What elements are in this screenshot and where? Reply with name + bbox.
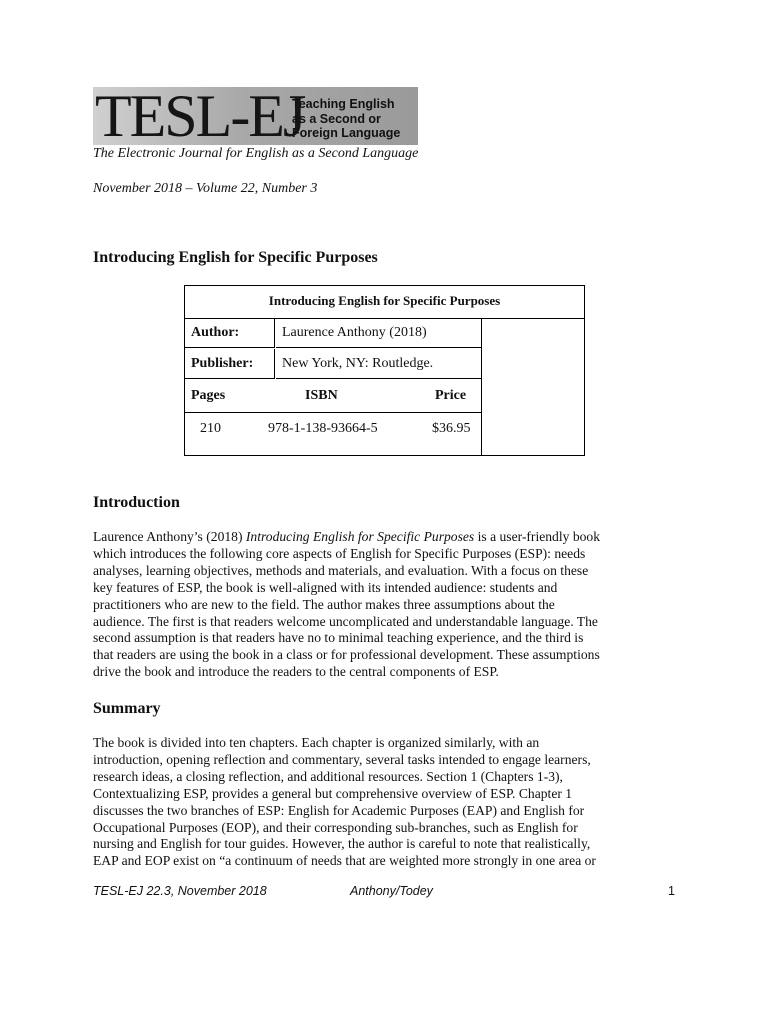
issue-info: November 2018 – Volume 22, Number 3 xyxy=(93,181,318,196)
author-value: Laurence Anthony (2018) xyxy=(276,318,481,348)
paragraph-line: nursing and English for tour guides. However, the author is careful to note that realistically, xyxy=(93,836,591,852)
text-run: is a user-friendly book xyxy=(474,529,601,544)
book-cover-cell xyxy=(481,318,585,456)
logo-tagline-line: Teaching English xyxy=(292,97,395,111)
author-label: Author: xyxy=(185,318,275,348)
logo-wordmark: TESL-EJ xyxy=(95,87,305,145)
logo-tagline-line: as a Second or xyxy=(292,111,381,126)
pages-header: Pages xyxy=(191,388,226,403)
paragraph-line: key features of ESP, the book is well-aligned with its intended audience: students and xyxy=(93,579,558,595)
paragraph-line xyxy=(93,529,681,546)
paragraph-line: analyses, learning objectives, methods and materials, and evaluation. With a focus on these xyxy=(93,562,589,578)
paragraph-line: research ideas, a closing reflection, and additional resources. Section 1 (Chapters 1-3), xyxy=(93,768,563,784)
pages-value: 210 xyxy=(200,421,221,436)
paragraph-line: second assumption is that readers have no to minimal teaching experience, and the third is xyxy=(93,630,584,646)
footer-citation: TESL-EJ 22.3, November 2018 xyxy=(93,884,267,898)
paragraph-line: introduction, opening reflection and commentary, several tasks intended to engage learners, xyxy=(93,751,591,767)
isbn-value: 978-1-138-93664-5 xyxy=(268,421,378,436)
paragraph-line: which introduces the following core aspects of English for Specific Purposes (ESP): needs xyxy=(93,545,586,561)
paragraph-line: audience. The first is that readers welcome uncomplicated and understandable language. The xyxy=(93,613,598,629)
paragraph-line: practitioners who are new to the field. The author makes three assumptions about the xyxy=(93,596,555,612)
journal-subtitle: The Electronic Journal for English as a Second Language xyxy=(93,146,419,161)
summary-paragraph xyxy=(93,735,681,870)
price-value: $36.95 xyxy=(432,421,471,436)
logo-tagline-line: Foreign Language xyxy=(292,126,401,140)
paragraph-line: EAP and EOP exist on “a continuum of needs that are weighted more strongly in one area or xyxy=(93,853,596,869)
footer-authors: Anthony/Todey xyxy=(350,884,433,898)
book-table-title: Introducing English for Specific Purposes xyxy=(185,286,584,319)
book-table-header-row xyxy=(185,380,481,413)
book-table-value-row xyxy=(185,413,481,456)
paragraph-line: Contextualizing ESP, provides a general but comprehensive overview of ESP. Chapter 1 xyxy=(93,785,573,801)
text-run: Laurence Anthony’s (2018) xyxy=(93,529,246,544)
introduction-paragraph xyxy=(93,529,681,681)
price-header: Price xyxy=(435,388,467,403)
review-title: Introducing English for Specific Purposes xyxy=(93,249,378,266)
book-title-italic: Introducing English for Specific Purposes xyxy=(245,529,475,544)
publisher-value: New York, NY: Routledge. xyxy=(276,349,481,379)
isbn-header: ISBN xyxy=(305,388,338,403)
introduction-heading: Introduction xyxy=(93,494,180,511)
page-number: 1 xyxy=(668,884,675,898)
paragraph-line: Occupational Purposes (EOP), and their corresponding sub-branches, such as English for xyxy=(93,819,578,835)
summary-heading: Summary xyxy=(93,700,161,717)
paragraph-line: discusses the two branches of ESP: English for Academic Purposes (EAP) and English for xyxy=(93,802,585,818)
logo-tagline xyxy=(292,97,400,141)
publisher-label: Publisher: xyxy=(185,349,275,379)
book-info-table xyxy=(184,285,585,456)
paragraph-line: that readers are using the book in a class or for professional development. These assumptions xyxy=(93,647,600,663)
journal-logo xyxy=(93,87,418,145)
paragraph-line: drive the book and introduce the readers to the central components of ESP. xyxy=(93,664,499,680)
paragraph-line: The book is divided into ten chapters. Each chapter is organized similarly, with an xyxy=(93,735,540,750)
